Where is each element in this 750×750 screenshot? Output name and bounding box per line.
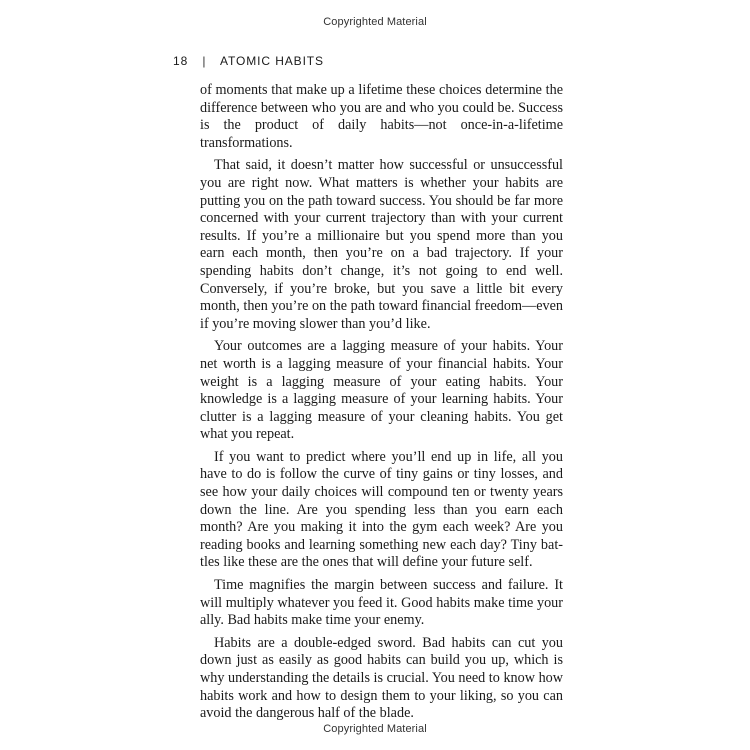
paragraph: Time magnifies the margin between success and failure. It will multiply whatever you feed it. Good habits make time your ally. Bad habits make time your enemy. [200, 577, 563, 629]
paragraph: That said, it doesn’t matter how successful or unsuccessful you are right now. What matters is whether your habits are putting you on the path toward success. You should be far more concerned with your current trajectory than with your current results. If you’re a millionaire but you spend more than you earn each month, then you’re on a bad trajectory. If your spending habits don’t change, it’s not going to end well. Conversely, if you’re broke, but you save a little bit every month, then you’re on the path toward financial freedom—even if you’re moving slower than you’d like. [200, 157, 563, 332]
page-body [200, 82, 563, 728]
paragraph: If you want to predict where you’ll end up in life, all you have to do is follow the curve of tiny gains or tiny losses, and see how your daily choices will compound ten or twenty years down the line. Are you spending less than you earn each month? Are you making it into the gym each week? Are you reading books and learning something new each day? Tiny battles like these are the ones that will define your future self. [200, 448, 563, 571]
copyright-watermark-top: Copyrighted Material [323, 16, 427, 28]
page-number: 18 [173, 54, 189, 68]
running-head-separator: | [202, 54, 207, 68]
book-title: ATOMIC HABITS [220, 54, 324, 68]
paragraph-continuation: of moments that make up a lifetime these choices determine the difference between who you are and who you could be. Success is the product of daily habits—not once-in-a-lifetime transformations. [200, 82, 563, 151]
copyright-watermark-bottom: Copyrighted Material [323, 723, 427, 735]
paragraph: Habits are a double-edged sword. Bad habits can cut you down just as easily as good habits can build you up, which is why understanding the details is crucial. You need to know how habits work and how to design them to your liking, so you can avoid the dangerous half of the blade. [200, 634, 563, 722]
paragraph: Your outcomes are a lagging measure of your habits. Your net worth is a lagging measure of your financial habits. Your weight is a lagging measure of your eating habits. Your knowledge is a lagging measure of your learning habits. Your clutter is a lagging measure of your cleaning habits. You get what you repeat. [200, 338, 563, 443]
running-head [173, 54, 324, 68]
